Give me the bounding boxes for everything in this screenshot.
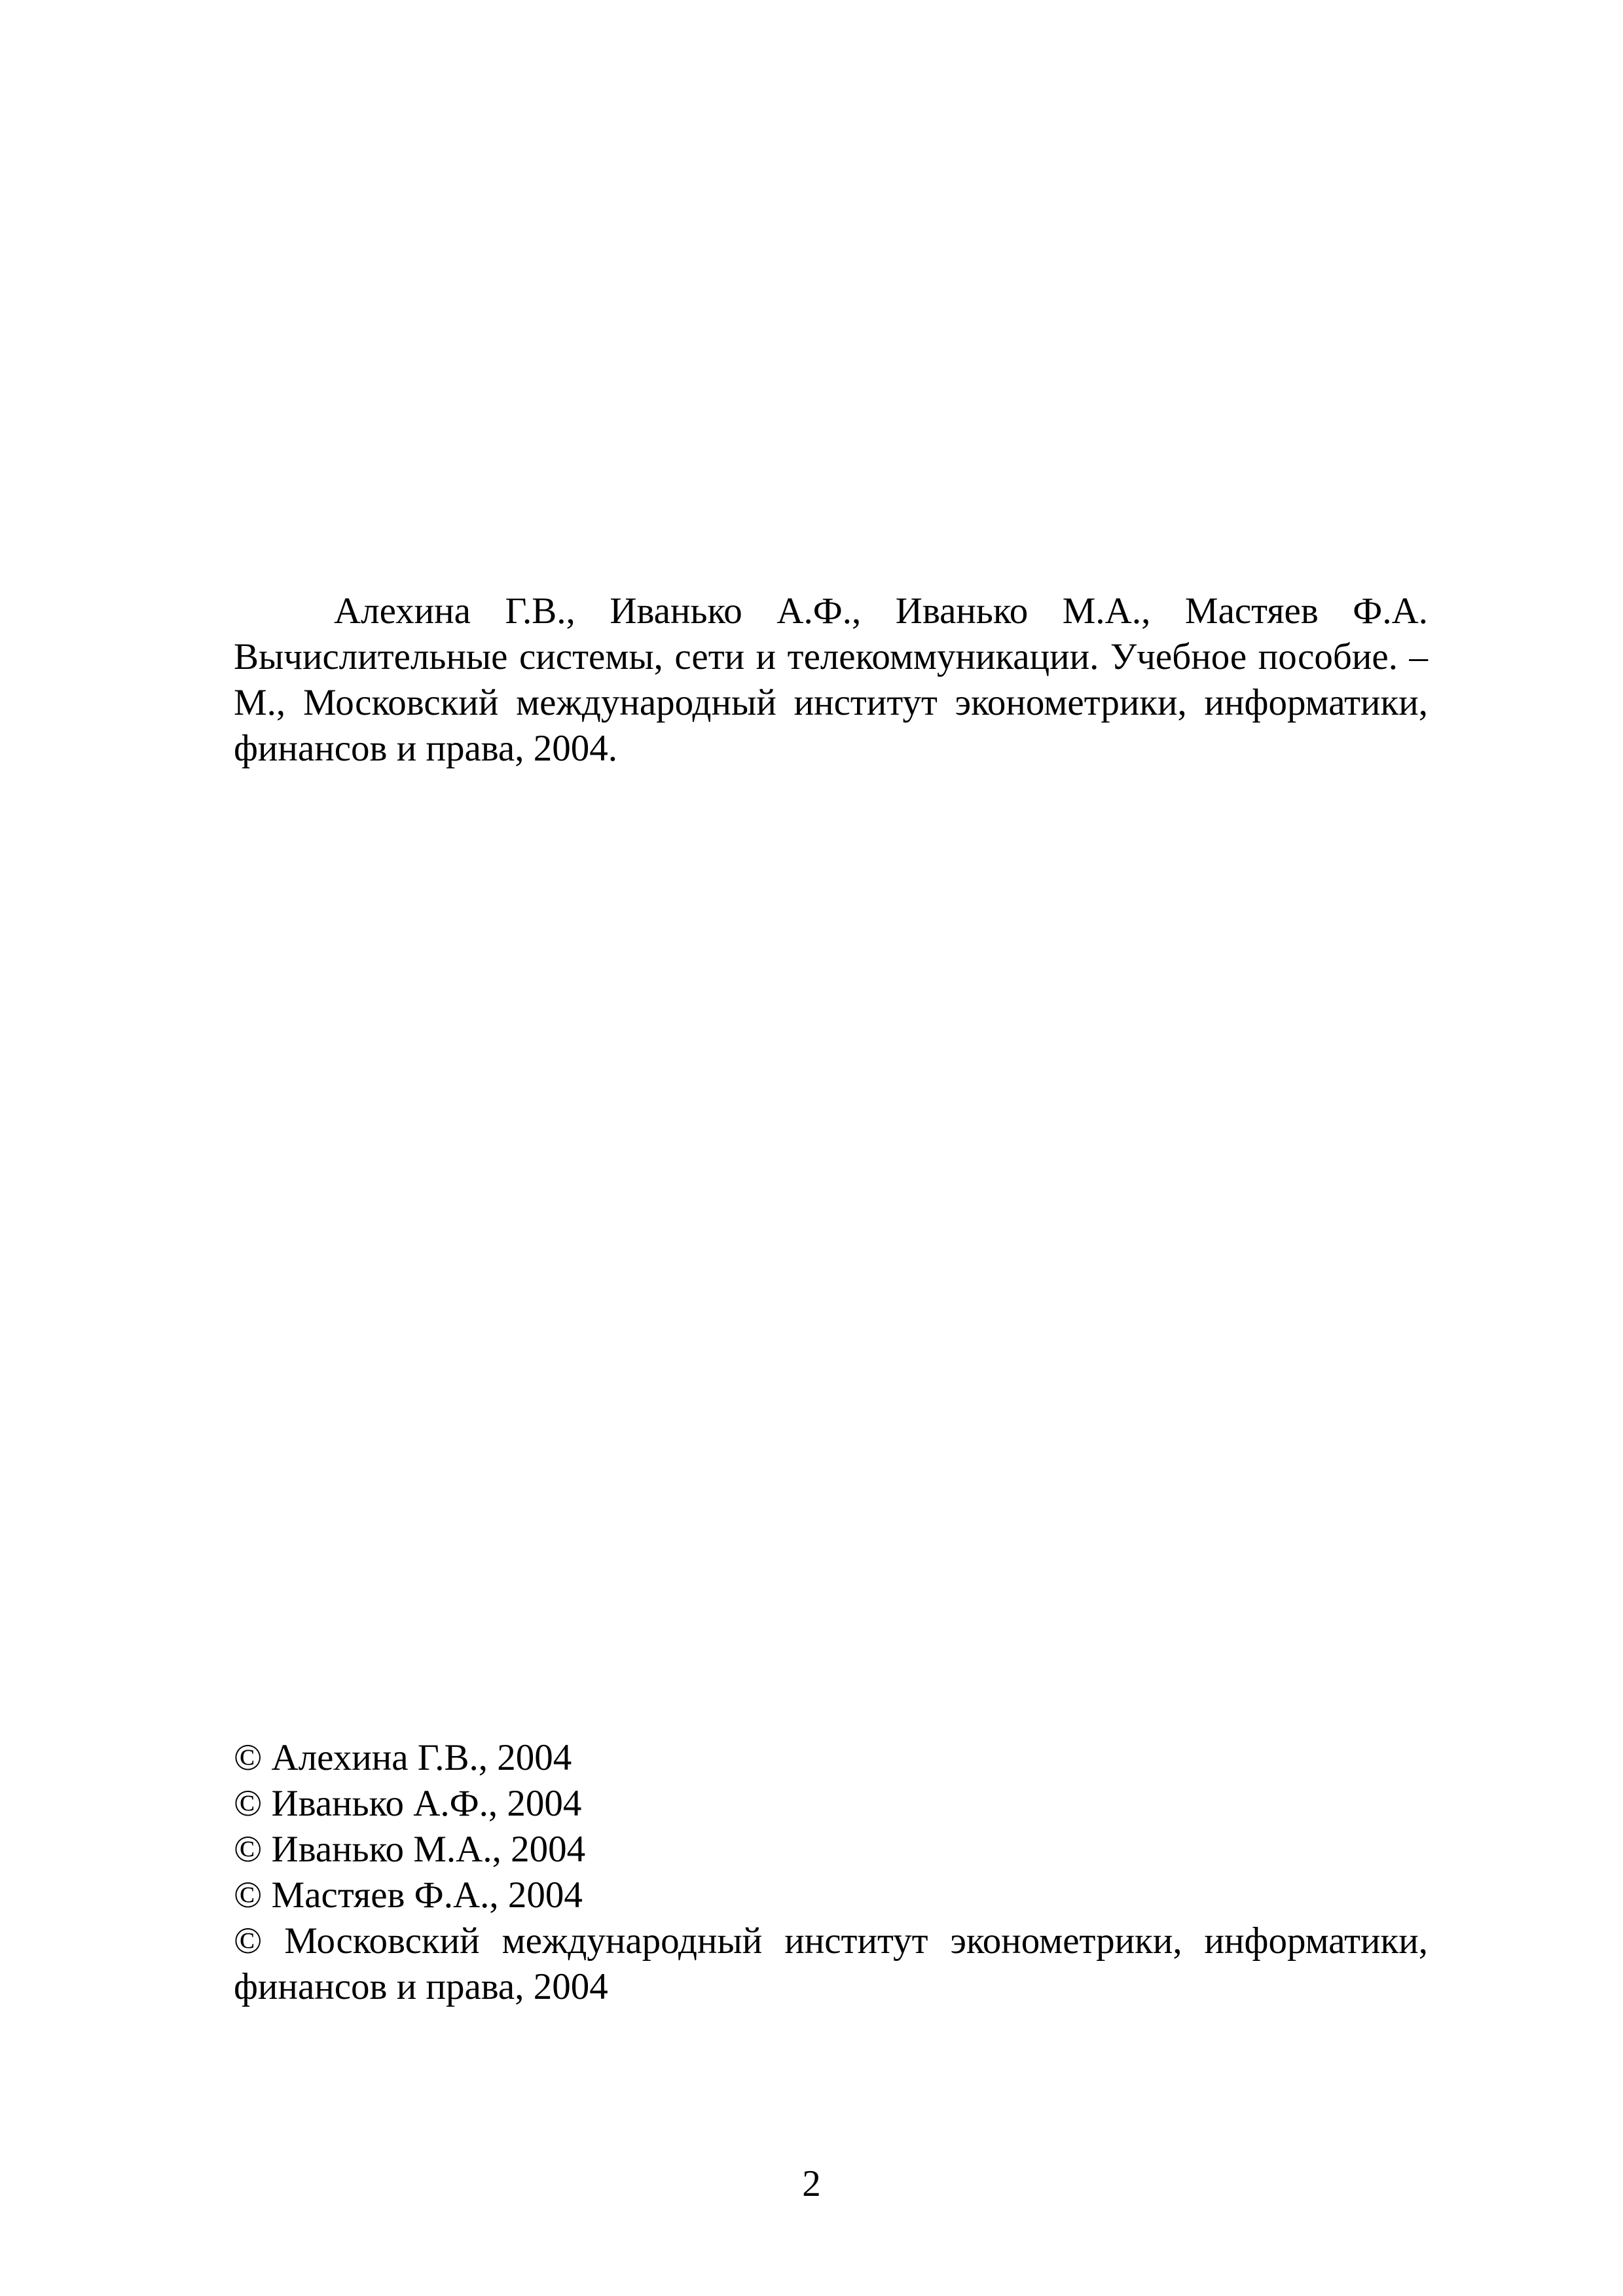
bibliographic-citation: Алехина Г.В., Иванько А.Ф., Иванько М.А., Мастяев Ф.А. Вычислительные системы, сети и телекоммуникации. Учебное пособие. – М., Московский международный институт эконометрики, информатики, финансов и права, 2004. — [234, 590, 1428, 769]
copyright-line-institute: © Московский международный институт эконометрики, информатики, финансов и права, 2004 — [234, 1920, 1428, 2007]
copyright-line-alekhina: © Алехина Г.В., 2004 — [234, 1737, 572, 1778]
copyright-line-ivanko-af: © Иванько А.Ф., 2004 — [234, 1783, 582, 1824]
copyright-line-ivanko-ma: © Иванько М.А., 2004 — [234, 1829, 586, 1870]
copyright-line-mastyaev: © Мастяев Ф.А., 2004 — [234, 1874, 583, 1916]
copyright-notices — [234, 1735, 1428, 2010]
page-number: 2 — [802, 2163, 821, 2204]
